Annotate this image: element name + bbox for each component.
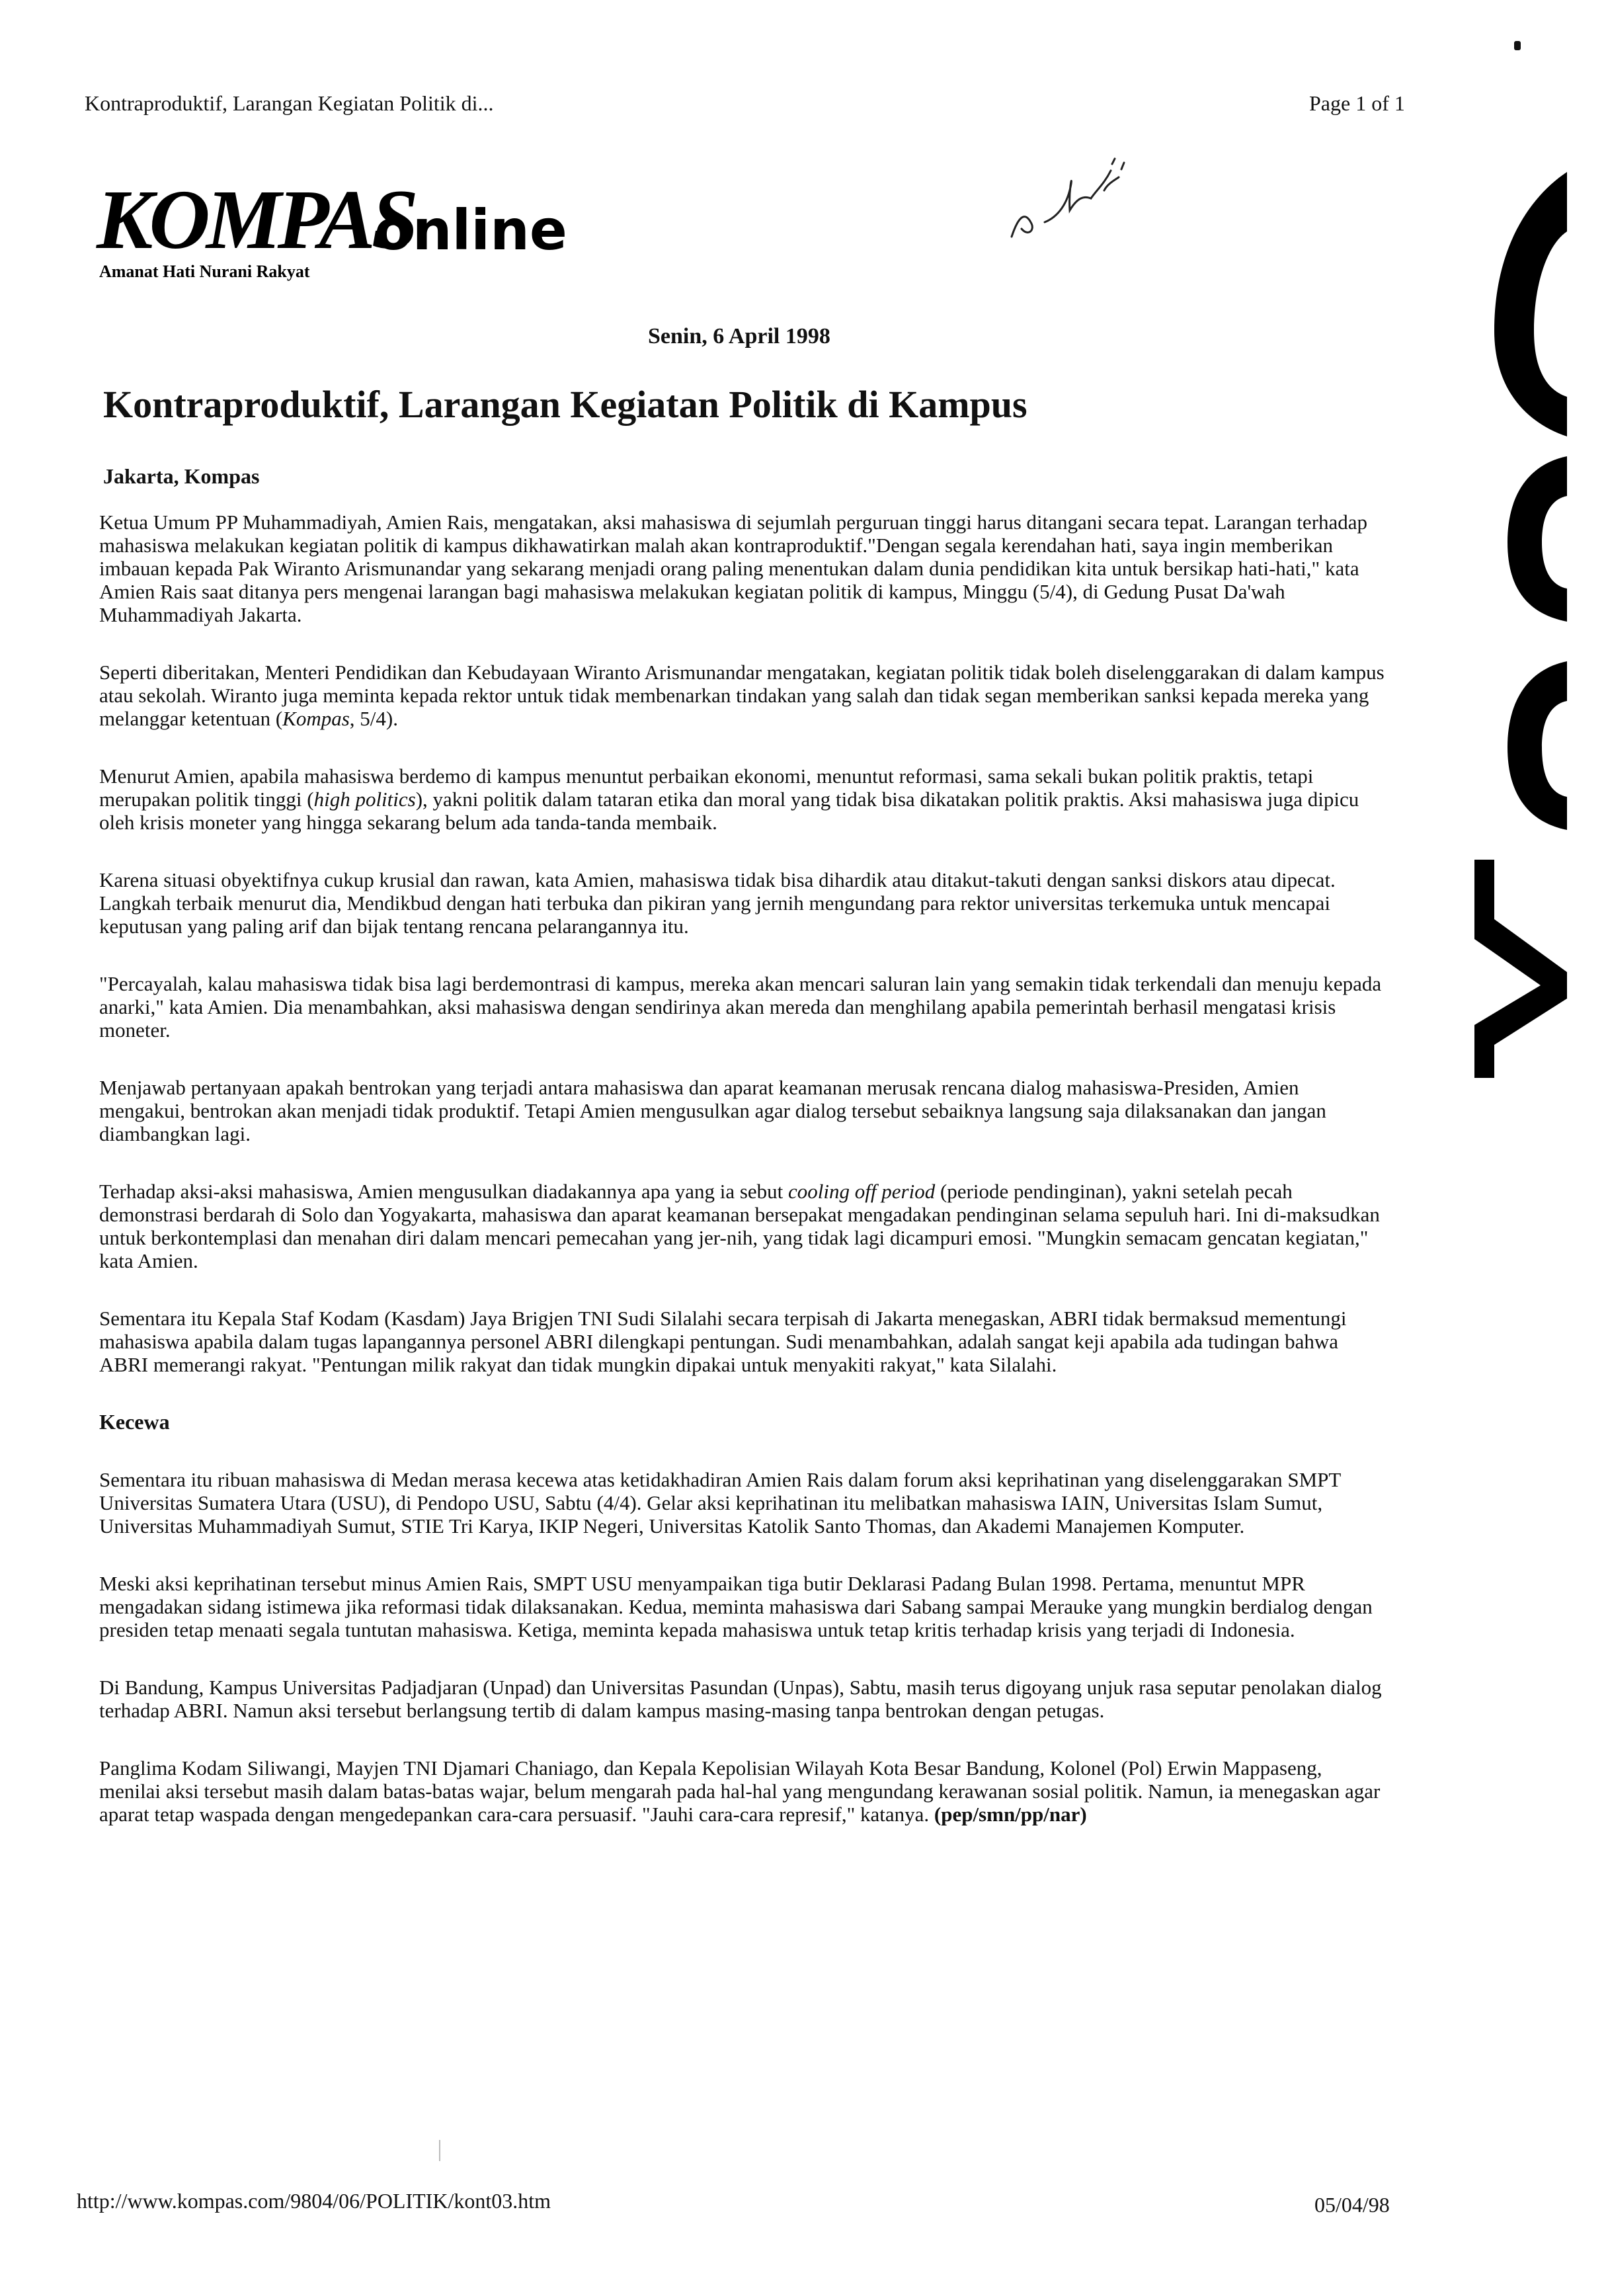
paragraph-5: "Percayalah, kalau mahasiswa tidak bisa lagi berdemontrasi di kampus, mereka akan mencari saluran lain yang semakin tidak terkendali dan menuju kepada anarki," kata Amien. Dia menambahkan, aksi mahasiswa dengan sendirinya akan mereda dan menghilang apabila pemerintah berhasil mengatasi krisis moneter. xyxy=(99,972,1382,1042)
paragraph-3-italic: high politics xyxy=(313,788,416,811)
page-header-title: Kontraproduktif, Larangan Kegiatan Politik di... xyxy=(85,91,494,115)
logo-kompas-wordmark: KOMPAS xyxy=(97,173,415,266)
margin-stamp-mark xyxy=(1468,172,1574,1078)
paragraph-3-text-end: ), yakni politik dalam tataran etika dan moral yang tidak bisa dikatakan politik praktis. Aksi mahasiswa juga dipicu oleh krisis moneter yang hingga sekarang belum ada tanda-tanda membaik. xyxy=(99,788,1359,834)
paragraph-6: Menjawab pertanyaan apakah bentrokan yang terjadi antara mahasiswa dan aparat keamanan merusak rencana dialog mahasiswa-Presiden, Amien mengakui, bentrokan akan menjadi tidak produktif. Tetapi Amien mengusulkan agar dialog tersebut sebaiknya langsung saja dilaksanakan dan jangan diambangkan lagi. xyxy=(99,1076,1326,1145)
scan-artifact-line xyxy=(439,2140,440,2161)
paragraph-2-text-end: , 5/4). xyxy=(349,707,398,730)
article-dateline: Jakarta, Kompas xyxy=(103,464,260,488)
paragraph-12-text: Panglima Kodam Siliwangi, Mayjen TNI Djamari Chaniago, dan Kepala Kepolisian Wilayah Kota Besar Bandung, Kolonel (Pol) Erwin Mappaseng, menilai aksi tersebut masih dalam batas-batas wajar, belum mengarah pada hal-hal yang mengundang kerawanan sosial politik. Namun, ia menegaskan agar aparat tetap waspada dengan mengedepankan cara-cara persuasif. "Jauhi cara-cara represif," katanya. xyxy=(99,1756,1381,1826)
paragraph-7-italic: cooling off period xyxy=(788,1180,936,1203)
paragraph-3 xyxy=(99,764,1388,834)
footer-url: http://www.kompas.com/9804/06/POLITIK/kont03.htm xyxy=(77,2189,551,2213)
paragraph-7-text: Terhadap aksi-aksi mahasiswa, Amien mengusulkan diadakannya apa yang ia sebut xyxy=(99,1180,789,1203)
paragraph-8: Sementara itu Kepala Staf Kodam (Kasdam) Jaya Brigjen TNI Sudi Silalahi secara terpisah di Jakarta menegaskan, ABRI tidak bermaksud mementungi mahasiswa apabila dalam tugas lapangannya personel ABRI dilengkapi pentungan. Sudi menambahkan, adalah sangat keji apabila ada tudingan bahwa ABRI memerangi rakyat. "Pentungan milik rakyat dan tidak mungkin dipakai untuk menyakiti rakyat," kata Silalahi. xyxy=(99,1307,1347,1376)
paragraph-9: Sementara itu ribuan mahasiswa di Medan merasa kecewa atas ketidakhadiran Amien Rais dalam forum aksi keprihatinan yang diselenggarakan SMPT Universitas Sumatera Utara (USU), di Pendopo USU, Sabtu (4/4). Gelar aksi keprihatinan itu melibatkan mahasiswa IAIN, Universitas Islam Sumut, Universitas Muhammadiyah Sumut, STIE Tri Karya, IKIP Negeri, Universitas Katolik Santo Thomas, dan Akademi Manajemen Komputer. xyxy=(99,1468,1341,1538)
article-date: Senin, 6 April 1998 xyxy=(648,324,830,348)
paragraph-7-text-end: (periode pendinginan), yakni setelah pecah demonstrasi berdarah di Solo dan Yogyakarta, mahasiswa dan aparat keamanan bersepakat mengadakan pendinginan selama sepuluh hari. Ini di-maksudkan untuk berkontemplasi dan menahan diri dalam mencari pemecahan yang jer-nih, yang tidak lagi dicampuri emosi. "Mungkin semacam gencatan kegiatan," kata Amien. xyxy=(99,1180,1380,1272)
logo-online-wordmark: online xyxy=(374,198,567,263)
article-title: Kontraproduktif, Larangan Kegiatan Politik di Kampus xyxy=(103,383,1027,426)
paragraph-7 xyxy=(99,1180,1388,1272)
handwritten-signature xyxy=(1005,144,1131,243)
paragraph-1: Ketua Umum PP Muhammadiyah, Amien Rais, mengatakan, aksi mahasiswa di sejumlah perguruan tinggi harus ditangani secara tepat. Larangan terhadap mahasiswa melakukan kegiatan politik di kampus dikhawatirkan malah akan kontraproduktif."Dengan segala kerendahan hati, saya ingin memberikan imbauan kepada Pak Wiranto Arismunandar yang sekarang menjadi orang paling menentukan dalam dunia pendidikan kita untuk bersikap hati-hati," kata Amien Rais saat ditanya pers mengenai larangan bagi mahasiswa melakukan kegiatan politik di kampus, Minggu (5/4), di Gedung Pusat Da'wah Muhammadiyah Jakarta. xyxy=(99,511,1368,626)
paragraph-10: Meski aksi keprihatinan tersebut minus Amien Rais, SMPT USU menyampaikan tiga butir Deklarasi Padang Bulan 1998. Pertama, menuntut MPR mengadakan sidang istimewa jika reformasi tidak dilaksanakan. Kedua, meminta mahasiswa dari Sabang sampai Merauke yang mungkin berdialog dengan presiden tetap menaati segala tuntutan mahasiswa. Ketiga, meminta kepada mahasiswa untuk tetap kritis terhadap krisis yang terjadi di Indonesia. xyxy=(99,1572,1373,1641)
paragraph-4: Karena situasi obyektifnya cukup krusial dan rawan, kata Amien, mahasiswa tidak bisa dihardik atau ditakut-takuti dengan sanksi diskors atau dipecat. Langkah terbaik menurut dia, Mendikbud dengan hati terbuka dan pikiran yang jernih mengundang para rektor universitas terkemuka untuk mencapai keputusan yang paling arif dan bijak tentang rencana pelarangannya itu. xyxy=(99,868,1336,938)
author-initials: (pep/smn/pp/nar) xyxy=(934,1803,1087,1826)
kompas-online-logo xyxy=(97,173,692,290)
section-subhead: Kecewa xyxy=(99,1410,170,1434)
paragraph-11: Di Bandung, Kampus Universitas Padjadjaran (Unpad) dan Universitas Pasundan (Unpas), Sabtu, masih terus digoyang unjuk rasa seputar penolakan dialog terhadap ABRI. Namun aksi tersebut berlangsung tertib di dalam kampus masing-masing tanpa bentrokan dengan petugas. xyxy=(99,1676,1382,1722)
paragraph-2-italic: Kompas xyxy=(282,707,350,730)
footer-date: 05/04/98 xyxy=(1314,2193,1390,2217)
paragraph-2-text: Seperti diberitakan, Menteri Pendidikan dan Kebudayaan Wiranto Arismunandar mengatakan, kegiatan politik tidak boleh diselenggarakan di dalam kampus atau sekolah. Wiranto juga meminta kepada rektor untuk tidak membenarkan tindakan yang salah dan tidak segan memberikan sanksi kepada mereka yang melanggar ketentuan ( xyxy=(99,661,1385,730)
scan-dot xyxy=(1514,41,1521,50)
paragraph-3-text: Menurut Amien, apabila mahasiswa berdemo di kampus menuntut perbaikan ekonomi, menuntut reformasi, sama sekali bukan politik praktis, tetapi merupakan politik tinggi ( xyxy=(99,764,1314,811)
page-number: Page 1 of 1 xyxy=(1309,91,1405,115)
paragraph-12 xyxy=(99,1756,1388,1826)
article-body xyxy=(99,511,1388,1860)
paragraph-2 xyxy=(99,661,1388,730)
logo-tagline: Amanat Hati Nurani Rakyat xyxy=(99,262,310,281)
